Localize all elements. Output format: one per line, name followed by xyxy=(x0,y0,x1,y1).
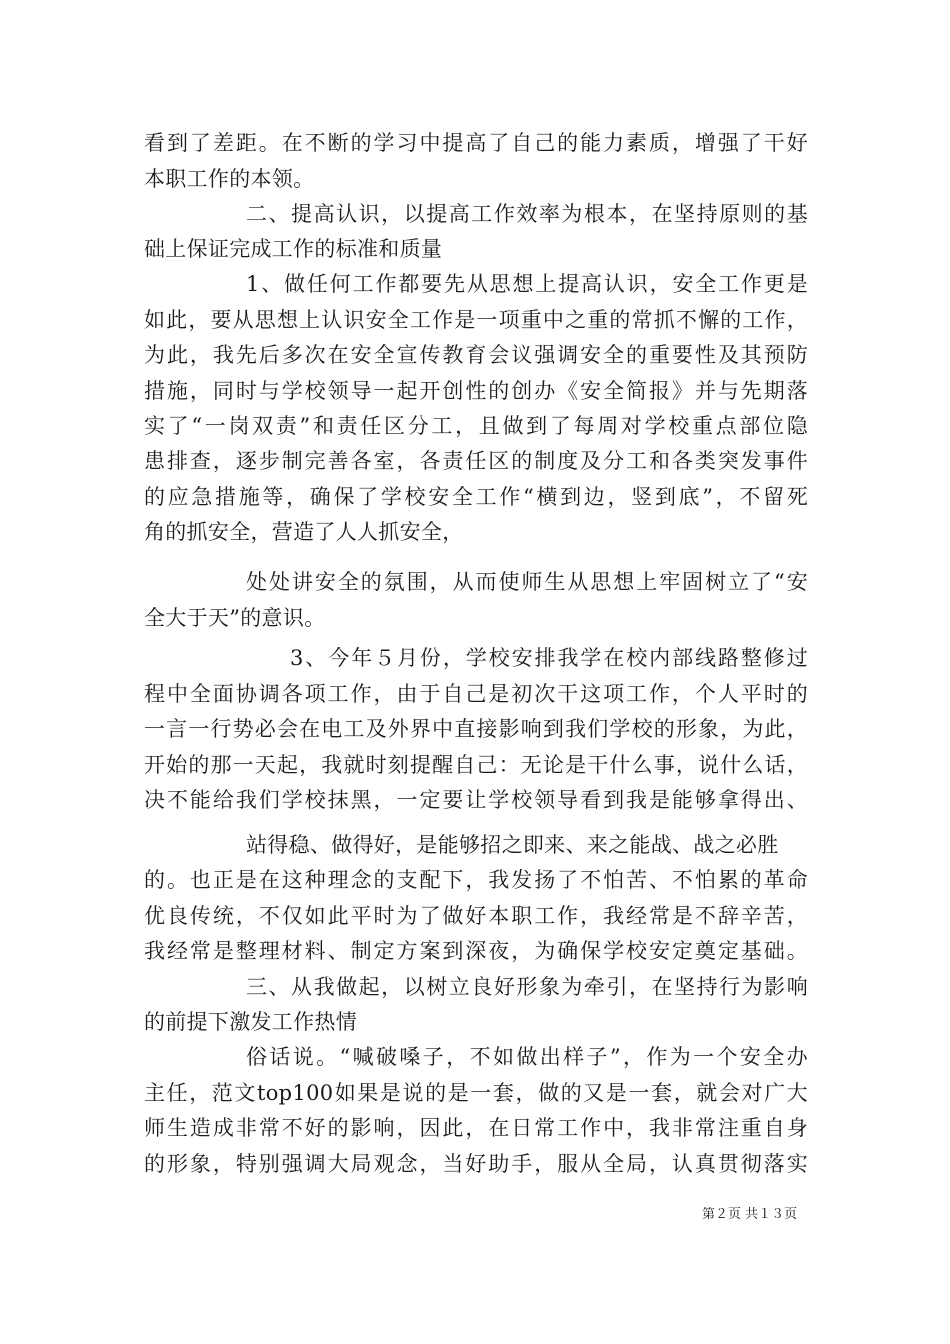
text-line: 的。也正是在这种理念的支配下，我发扬了不怕苦、不怕累的革命 xyxy=(144,868,808,892)
section-heading-line: 础上保证完成工作的标准和质量 xyxy=(144,237,443,261)
text-line: 1、做任何工作都要先从思想上提高认识，安全工作更是 xyxy=(246,272,808,296)
text-line: 师生造成非常不好的影响，因此，在日常工作中，我非常注重自身 xyxy=(144,1116,808,1140)
text-line: 一言一行势必会在电工及外界中直接影响到我们学校的形象，为此， xyxy=(144,717,808,741)
text-line: 如此，要从思想上认识安全工作是一项重中之重的常抓不懈的工作， xyxy=(144,308,808,332)
text-line: 措施，同时与学校领导一起开创性的创办《安全简报》并与先期落 xyxy=(144,379,808,403)
text-line: 本职工作的本领。 xyxy=(144,167,315,191)
text-line: 的应急措施等，确保了学校安全工作“横到边，竖到底”，不留死 xyxy=(144,485,808,509)
text-line: 3、今年５月份，学校安排我学在校内部线路整修过 xyxy=(290,646,808,670)
section-heading-line: 的前提下激发工作热情 xyxy=(144,1010,357,1034)
text-line: 优良传统，不仅如此平时为了做好本职工作，我经常是不辞辛苦， xyxy=(144,904,808,928)
text-line: 实了“一岗双责”和责任区分工，且做到了每周对学校重点部位隐 xyxy=(144,414,808,438)
text-line: 开始的那一天起，我就时刻提醒自己：无论是干什么事，说什么话， xyxy=(144,753,808,777)
section-heading-line: 二、提高认识，以提高工作效率为根本，在坚持原则的基 xyxy=(246,202,808,226)
text-line: 患排查，逐步制完善各室，各责任区的制度及分工和各类突发事件 xyxy=(144,449,808,473)
text-line: 俗话说。“喊破嗓子，不如做出样子”，作为一个安全办 xyxy=(246,1045,808,1069)
text-line: 角的抓安全，营造了人人抓安全， xyxy=(144,520,464,544)
text-line: 程中全面协调各项工作，由于自己是初次干这项工作，个人平时的 xyxy=(144,682,808,706)
text-line: 为此，我先后多次在安全宣传教育会议强调安全的重要性及其预防 xyxy=(144,343,808,367)
text-line: 的形象，特别强调大局观念，当好助手，服从全局，认真贯彻落实 xyxy=(144,1152,808,1176)
text-line: 处处讲安全的氛围，从而使师生从思想上牢固树立了“安 xyxy=(246,570,808,594)
section-heading-line: 三、从我做起，以树立良好形象为牵引，在坚持行为影响 xyxy=(246,975,808,999)
text-line: 全大于天”的意识。 xyxy=(144,606,326,630)
page-number-footer: 第２页 共１３页 xyxy=(702,1207,798,1222)
text-line: 站得稳、做得好，是能够招之即来、来之能战、战之必胜 xyxy=(246,833,779,857)
text-line: 我经常是整理材料、制定方案到深夜，为确保学校安定奠定基础。 xyxy=(144,939,808,963)
text-line: 主任，范文top100如果是说的是一套，做的又是一套，就会对广大 xyxy=(144,1081,808,1105)
text-line: 决不能给我们学校抹黑，一定要让学校领导看到我是能够拿得出、 xyxy=(144,788,808,812)
text-line: 看到了差距。在不断的学习中提高了自己的能力素质，增强了干好 xyxy=(144,131,808,155)
